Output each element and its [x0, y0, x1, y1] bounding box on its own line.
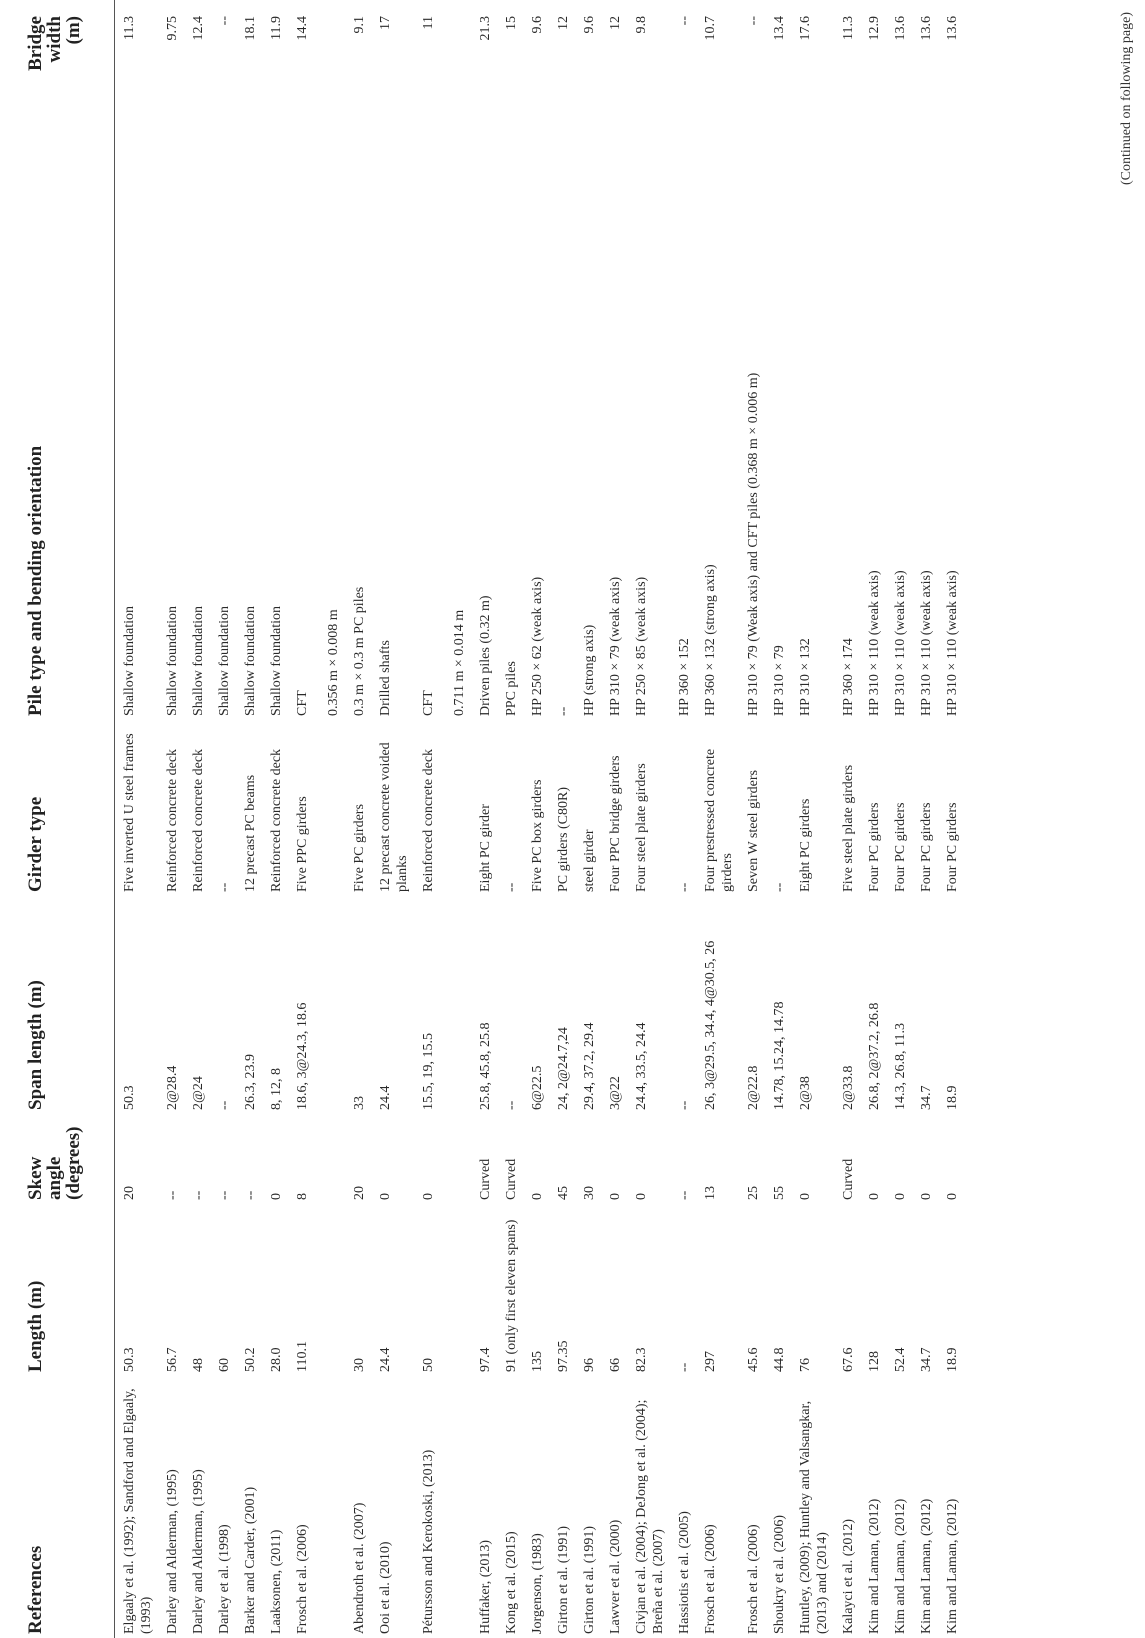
cell-skew: 0 [867, 1193, 882, 1200]
cell-reference: Frosch et al. (2006) [746, 1524, 761, 1634]
cell-pile [938, 92, 964, 720]
cell-length: 97.4 [478, 1347, 493, 1372]
cell-span: 24, 2@24.7,24 [556, 1027, 571, 1110]
cell-girder: Five steel plate girders [841, 764, 856, 892]
cell-girder: Eight PC girder [478, 804, 493, 892]
table-row [497, 0, 523, 1638]
cell-width: 17.6 [798, 16, 813, 41]
pile-dimension-text: 0.356 m × 0.008 m [326, 609, 341, 716]
cell-pile [912, 92, 938, 720]
cell-length: 44.8 [772, 1347, 787, 1372]
cell-girder: Five PPC girders [295, 796, 310, 892]
header-width: Bridge width (m) [12, 0, 115, 92]
cell-reference: Darley and Alderman, (1995) [191, 1469, 206, 1634]
table-row [791, 0, 834, 1638]
cell-reference: Shoukry et al. (2006) [772, 1515, 787, 1634]
cell-skew: 0 [919, 1193, 934, 1200]
cell-pile [860, 92, 886, 720]
cell-girder: Five PC box girders [530, 779, 545, 892]
table-row [938, 0, 964, 1638]
cell-span: 26.3, 23.9 [243, 1054, 258, 1110]
cell-skew: -- [165, 1190, 180, 1200]
cell-skew: 0 [421, 1193, 436, 1200]
table-body [115, 0, 965, 1638]
table-row [158, 0, 184, 1638]
cell-length: 67.6 [841, 1347, 856, 1372]
cell-length: 50 [421, 1358, 436, 1372]
table-row [236, 0, 262, 1638]
cell-reference: Kim and Laman, (2012) [893, 1498, 908, 1634]
cell-girder: PC girders (C80R) [556, 787, 571, 892]
cell-skew: 0 [269, 1193, 284, 1200]
cell-pile [886, 92, 912, 720]
pile-type-text: HP 310 × 79 (Weak axis) and CFT piles (0.368 m × 0.006 m) [746, 372, 761, 716]
cell-width: 9.8 [634, 16, 649, 34]
cell-span: 24.4 [378, 1085, 393, 1110]
pile-type-text: CFT [295, 690, 310, 716]
cell-reference: Kong et al. (2015) [504, 1531, 519, 1634]
cell-girder: Five PC girders [352, 804, 367, 892]
pile-type-text: HP 360 × 152 [677, 638, 692, 716]
cell-pile [834, 92, 860, 720]
table-row [834, 0, 860, 1638]
cell-pile [471, 92, 497, 720]
cell-width: 9.6 [530, 16, 545, 34]
cell-width: 12.9 [867, 16, 882, 41]
table-row [523, 0, 549, 1638]
cell-pile [601, 92, 627, 720]
cell-skew: 30 [582, 1186, 597, 1200]
cell-width: 21.3 [478, 16, 493, 41]
cell-girder: -- [677, 882, 692, 892]
cell-span: 26.8, 2@37.2, 26.8 [867, 1002, 882, 1110]
cell-pile [236, 92, 262, 720]
cell-pile [262, 92, 288, 720]
pile-type-text: Shallow foundation [269, 605, 284, 716]
cell-span: 2@38 [798, 1076, 813, 1110]
cell-girder: -- [504, 882, 519, 892]
cell-skew: 0 [798, 1193, 813, 1200]
cell-span: 15.5, 19, 15.5 [421, 1033, 436, 1110]
pile-type-text: HP 310 × 110 (weak axis) [893, 570, 908, 716]
cell-length: 76 [798, 1358, 813, 1372]
cell-skew: 0 [945, 1193, 960, 1200]
cell-girder: Four PC girders [919, 802, 934, 892]
cell-skew: 20 [352, 1186, 367, 1200]
cell-skew: 8 [295, 1193, 310, 1200]
cell-span: 18.9 [945, 1085, 960, 1110]
cell-span: -- [677, 1100, 692, 1110]
cell-width: -- [746, 16, 761, 26]
pile-type-text: -- [556, 706, 571, 716]
table-row [184, 0, 210, 1638]
cell-skew: -- [243, 1190, 258, 1200]
cell-reference: Girton et al. (1991) [582, 1525, 597, 1634]
cell-span: -- [217, 1100, 232, 1110]
cell-width: 13.6 [893, 16, 908, 41]
cell-reference: Hassiotis et al. (2005) [677, 1511, 692, 1634]
cell-reference: Girton et al. (1991) [556, 1525, 571, 1634]
table-row [860, 0, 886, 1638]
cell-pile [575, 92, 601, 720]
pile-dimension-text: 0.711 m × 0.014 m [452, 609, 467, 716]
cell-girder: Reinforced concrete deck [421, 748, 436, 892]
cell-width: 15 [504, 16, 519, 30]
pile-type-text: Shallow foundation [122, 605, 137, 716]
pile-type-text: HP 310 × 79 (weak axis) [608, 576, 623, 716]
cell-span: 6@22.5 [530, 1065, 545, 1110]
cell-pile [371, 92, 414, 720]
header-span: Span length (m) [12, 896, 115, 1114]
cell-pile [288, 92, 345, 720]
pile-type-text: HP 250 × 62 (weak axis) [530, 576, 545, 716]
cell-skew: -- [191, 1190, 206, 1200]
cell-pile [210, 92, 236, 720]
cell-reference: Elgaaly et al. (1992); Sandford and Elgaaly, (1993) [122, 1388, 154, 1634]
table-row [765, 0, 791, 1638]
cell-length: 91 (only first eleven spans) [504, 1219, 519, 1372]
cell-length: 96 [582, 1358, 597, 1372]
cell-pile [414, 92, 471, 720]
cell-width: 13.6 [945, 16, 960, 41]
cell-span: 26, 3@29.5, 34.4, 4@30.5, 26 [703, 940, 718, 1110]
cell-length: 110.1 [295, 1341, 310, 1372]
cell-pile [184, 92, 210, 720]
cell-girder: Five inverted U steel frames [122, 733, 137, 892]
cell-reference: Civjan et al. (2004); DeJong et al. (2004); Breña et al. (2007) [634, 1399, 666, 1634]
cell-span: -- [504, 1100, 519, 1110]
cell-skew: 0 [893, 1193, 908, 1200]
cell-girder: Reinforced concrete deck [269, 748, 284, 892]
pile-type-text: Drilled shafts [378, 640, 393, 716]
cell-length: 30 [352, 1358, 367, 1372]
cell-reference: Barker and Carder, (2001) [243, 1486, 258, 1634]
table-row [575, 0, 601, 1638]
bridge-table [12, 0, 964, 1638]
cell-girder: Four PPC bridge girders [608, 755, 623, 892]
cell-width: 12.4 [191, 16, 206, 41]
cell-pile [791, 92, 834, 720]
cell-span: 24.4, 33.5, 24.4 [634, 1022, 649, 1110]
table-row [288, 0, 345, 1638]
cell-span: 3@22 [608, 1076, 623, 1110]
cell-skew: 0 [530, 1193, 545, 1200]
header-skew: Skew angle (degrees) [12, 1114, 115, 1204]
cell-skew: 0 [608, 1193, 623, 1200]
cell-reference: Darley et al. (1998) [217, 1524, 232, 1634]
table-row [601, 0, 627, 1638]
pile-type-text: HP 310 × 132 [798, 638, 813, 716]
cell-length: 82.3 [634, 1347, 649, 1372]
cell-reference: Frosch et al. (2006) [703, 1524, 718, 1634]
cell-width: 12 [556, 16, 571, 30]
pile-type-text: HP 310 × 110 (weak axis) [919, 570, 934, 716]
cell-girder: Four PC girders [867, 802, 882, 892]
cell-width: -- [217, 16, 232, 26]
cell-girder: -- [772, 882, 787, 892]
table-row [549, 0, 575, 1638]
cell-reference: Ooi et al. (2010) [378, 1541, 393, 1634]
table-row [262, 0, 288, 1638]
table-row [210, 0, 236, 1638]
cell-pile [739, 92, 765, 720]
cell-skew: 20 [122, 1186, 137, 1200]
pile-type-text: HP 310 × 110 (weak axis) [945, 570, 960, 716]
cell-length: 97.35 [556, 1340, 571, 1372]
pile-type-text: HP 310 × 110 (weak axis) [867, 570, 882, 716]
cell-reference: Darley and Alderman, (1995) [165, 1469, 180, 1634]
cell-length: 24.4 [378, 1347, 393, 1372]
cell-girder: Four PC girders [893, 802, 908, 892]
pile-type-text: HP 360 × 132 (strong axis) [703, 564, 718, 716]
cell-length: 52.4 [893, 1347, 908, 1372]
cell-pile [345, 92, 371, 720]
cell-span: 14.3, 26.8, 11.3 [893, 1023, 908, 1110]
table-row [115, 0, 159, 1638]
table-row [627, 0, 670, 1638]
cell-reference: Kim and Laman, (2012) [867, 1498, 882, 1634]
cell-skew: -- [217, 1190, 232, 1200]
cell-length: 60 [217, 1358, 232, 1372]
cell-span: 2@33.8 [841, 1065, 856, 1110]
cell-girder: Eight PC girders [798, 798, 813, 892]
pile-type-text: Driven piles (0.32 m) [478, 595, 493, 716]
table-row [414, 0, 471, 1638]
pile-type-text: Shallow foundation [217, 605, 232, 716]
cell-width: 11.9 [269, 16, 284, 40]
table-row [471, 0, 497, 1638]
header-row [12, 0, 115, 1638]
cell-span: 29.4, 37.2, 29.4 [582, 1022, 597, 1110]
table-row [912, 0, 938, 1638]
cell-width: 9.6 [582, 16, 597, 34]
cell-length: 18.9 [945, 1347, 960, 1372]
cell-pile [115, 92, 159, 720]
cell-span: 33 [352, 1096, 367, 1110]
cell-girder: Four PC girders [945, 802, 960, 892]
pile-type-text: HP (strong axis) [582, 624, 597, 716]
header-girder: Girder type [12, 720, 115, 896]
cell-reference: Frosch et al. (2006) [295, 1524, 310, 1634]
pile-type-text: Shallow foundation [165, 605, 180, 716]
cell-width: 9.1 [352, 16, 367, 34]
cell-span: 34.7 [919, 1085, 934, 1110]
cell-pile [497, 92, 523, 720]
cell-skew: 0 [378, 1193, 393, 1200]
cell-width: 9.75 [165, 16, 180, 41]
cell-span: 8, 12, 8 [269, 1068, 284, 1110]
cell-reference: Kalayci et al. (2012) [841, 1518, 856, 1634]
cell-width: 12 [608, 16, 623, 30]
cell-skew: 13 [703, 1186, 718, 1200]
cell-pile [158, 92, 184, 720]
cell-width: 13.4 [772, 16, 787, 41]
pile-type-text: HP 360 × 174 [841, 638, 856, 716]
cell-length: 66 [608, 1358, 623, 1372]
pile-type-text: PPC piles [504, 661, 519, 716]
cell-skew: Curved [504, 1158, 519, 1200]
cell-girder: Seven W steel girders [746, 770, 761, 892]
table-row [371, 0, 414, 1638]
table-row [670, 0, 696, 1638]
cell-length: 28.0 [269, 1347, 284, 1372]
pile-type-text: Shallow foundation [243, 605, 258, 716]
cell-width: 10.7 [703, 16, 718, 41]
cell-length: 50.3 [122, 1347, 137, 1372]
table-row [696, 0, 739, 1638]
cell-girder: Reinforced concrete deck [191, 748, 206, 892]
cell-girder: 12 precast PC beams [243, 774, 258, 892]
cell-girder: steel girder [582, 829, 597, 892]
cell-pile [549, 92, 575, 720]
cell-length: -- [677, 1362, 692, 1372]
cell-length: 50.2 [243, 1347, 258, 1372]
cell-reference: Huntley, (2009); Huntley and Valsangkar, (2013) and (2014) [798, 1400, 830, 1634]
cell-length: 128 [867, 1351, 882, 1372]
cell-skew: 0 [634, 1193, 649, 1200]
pile-type-text: Shallow foundation [191, 605, 206, 716]
cell-span: 18.6, 3@24.3, 18.6 [295, 1002, 310, 1110]
cell-span: 50.3 [122, 1085, 137, 1110]
header-references: References [12, 1376, 115, 1638]
cell-reference: Laaksonen, (2011) [269, 1529, 284, 1634]
cell-span: 2@24 [191, 1076, 206, 1110]
cell-reference: Kim and Laman, (2012) [945, 1498, 960, 1634]
cell-girder: -- [217, 882, 232, 892]
cell-reference: Pétursson and Kerokoski, (2013) [421, 1449, 436, 1634]
cell-width: 11.3 [122, 16, 137, 40]
cell-pile [670, 92, 696, 720]
table-row [739, 0, 765, 1638]
table-row [886, 0, 912, 1638]
cell-length: 56.7 [165, 1347, 180, 1372]
continued-note: (Continued on following page) [1119, 12, 1134, 186]
cell-width: 17 [378, 16, 393, 30]
cell-reference: Jorgenson, (1983) [530, 1533, 545, 1634]
cell-span: 14.78, 15.24, 14.78 [772, 1001, 787, 1110]
cell-girder: Reinforced concrete deck [165, 748, 180, 892]
pile-type-text: 0.3 m × 0.3 m PC piles [352, 586, 367, 716]
cell-length: 297 [703, 1351, 718, 1372]
cell-length: 135 [530, 1351, 545, 1372]
cell-girder: 12 precast concrete voided planks [378, 742, 410, 892]
cell-width: 11.3 [841, 16, 856, 40]
cell-skew: Curved [841, 1158, 856, 1200]
table-row [345, 0, 371, 1638]
header-pile: Pile type and bending orientation [12, 92, 115, 720]
cell-skew: -- [677, 1190, 692, 1200]
cell-span: 2@28.4 [165, 1065, 180, 1110]
cell-pile [765, 92, 791, 720]
cell-width: -- [677, 16, 692, 26]
cell-length: 45.6 [746, 1347, 761, 1372]
pile-type-text: HP 250 × 85 (weak axis) [634, 576, 649, 716]
cell-reference: Lawver et al. (2000) [608, 1519, 623, 1634]
header-length: Length (m) [12, 1204, 115, 1376]
cell-span: 2@22.8 [746, 1065, 761, 1110]
cell-skew: 25 [746, 1186, 761, 1200]
cell-width: 18.1 [243, 16, 258, 41]
cell-skew: Curved [478, 1158, 493, 1200]
cell-reference: Abendroth et al. (2007) [352, 1502, 367, 1634]
pile-type-text: CFT [421, 690, 436, 716]
cell-reference: Huffaker, (2013) [478, 1539, 493, 1634]
cell-width: 13.6 [919, 16, 934, 41]
cell-width: 14.4 [295, 16, 310, 41]
cell-pile [523, 92, 549, 720]
cell-length: 48 [191, 1358, 206, 1372]
pile-type-text: HP 310 × 79 [772, 645, 787, 716]
cell-skew: 45 [556, 1186, 571, 1200]
cell-girder: Four steel plate girders [634, 763, 649, 892]
cell-pile [696, 92, 739, 720]
cell-span: 25.8, 45.8, 25.8 [478, 1022, 493, 1110]
cell-width: 11 [421, 16, 436, 30]
cell-pile [627, 92, 670, 720]
cell-girder: Four prestressed concrete girders [703, 748, 735, 892]
cell-length: 34.7 [919, 1347, 934, 1372]
cell-reference: Kim and Laman, (2012) [919, 1498, 934, 1634]
cell-skew: 55 [772, 1186, 787, 1200]
